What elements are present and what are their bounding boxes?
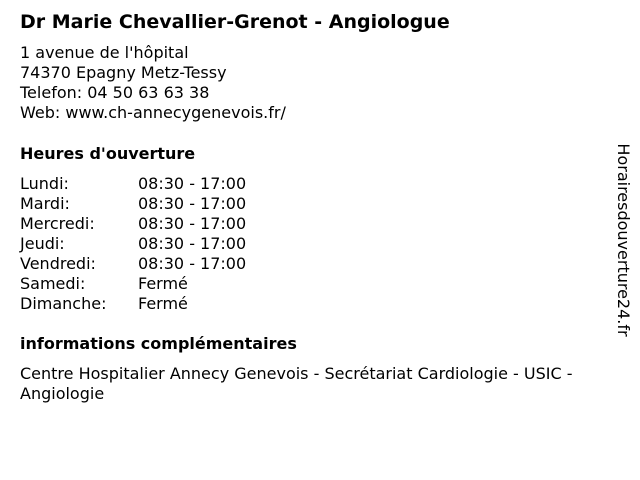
- time-value: 08:30 - 17:00: [138, 174, 247, 193]
- additional-info-text: Centre Hospitalier Annecy Genevois - Secrétariat Cardiologie - USIC - Angiologie: [20, 364, 573, 403]
- street-address: 1 avenue de l'hôpital: [20, 43, 189, 62]
- time-value: 08:30 - 17:00: [138, 214, 247, 233]
- hours-row-friday: [20, 254, 246, 274]
- time-value: 08:30 - 17:00: [138, 254, 247, 273]
- hours-row-tuesday: [20, 194, 246, 214]
- additional-info-heading: informations complémentaires: [20, 334, 297, 353]
- day-label: Mercredi:: [20, 214, 95, 233]
- hours-row-thursday: [20, 234, 246, 254]
- page-title: Dr Marie Chevallier-Grenot - Angiologue: [20, 11, 450, 33]
- hours-row-saturday: [20, 274, 246, 294]
- time-value: Fermé: [138, 274, 188, 293]
- day-label: Samedi:: [20, 274, 86, 293]
- time-value: 08:30 - 17:00: [138, 194, 247, 213]
- time-value: Fermé: [138, 294, 188, 313]
- opening-hours-table: [20, 174, 246, 314]
- day-label: Vendredi:: [20, 254, 96, 273]
- hours-row-monday: [20, 174, 246, 194]
- day-label: Lundi:: [20, 174, 69, 193]
- phone-number: Telefon: 04 50 63 63 38: [20, 83, 210, 102]
- day-label: Dimanche:: [20, 294, 107, 313]
- city-postal-code: 74370 Epagny Metz-Tessy: [20, 63, 227, 82]
- opening-hours-heading: Heures d'ouverture: [20, 144, 196, 163]
- time-value: 08:30 - 17:00: [138, 234, 247, 253]
- address-block: [20, 43, 286, 123]
- website-link[interactable]: Web: www.ch-annecygenevois.fr/: [20, 103, 286, 122]
- hours-row-sunday: [20, 294, 246, 314]
- site-watermark: Horairesdouverture24.fr: [614, 143, 633, 337]
- day-label: Mardi:: [20, 194, 70, 213]
- day-label: Jeudi:: [20, 234, 65, 253]
- hours-row-wednesday: [20, 214, 246, 234]
